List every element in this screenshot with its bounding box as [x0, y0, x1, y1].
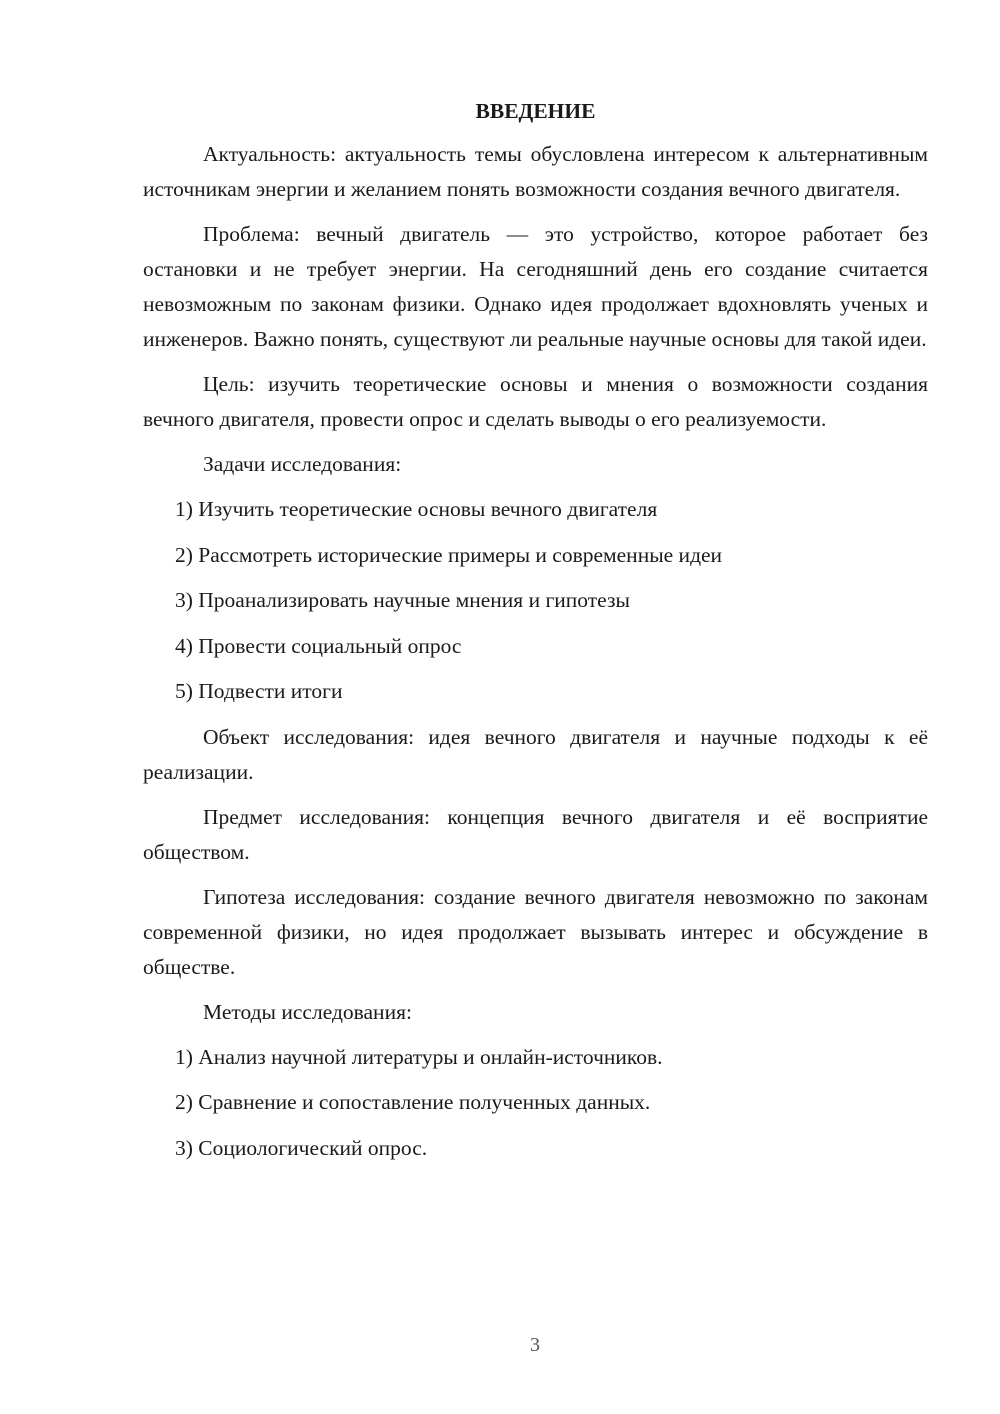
tasks-title: Задачи исследования:	[203, 452, 402, 476]
hypothesis-paragraph: Гипотеза исследования: создание вечного двигателя невозможно по законам современной физики, но идея продолжает вызывать интерес и обсуждение в обществе.	[143, 884, 928, 979]
relevance-paragraph: Актуальность: актуальность темы обусловлена интересом к альтернативным источникам энергии и желанием понять возможности создания вечного двигателя.	[143, 142, 928, 201]
subject-paragraph: Предмет исследования: концепция вечного двигателя и её восприятие обществом.	[143, 804, 928, 864]
methods-title: Методы исследования:	[203, 999, 412, 1024]
list-item: 3) Проанализировать научные мнения и гипотезы	[175, 588, 630, 612]
goal-paragraph: Цель: изучить теоретические основы и мнения о возможности создания вечного двигателя, провести опрос и сделать выводы о его реализуемости.	[143, 372, 928, 431]
page-number: 3	[530, 1334, 540, 1356]
document-page	[143, 96, 928, 1176]
list-item: 5) Подвести итоги	[175, 679, 343, 703]
object-paragraph: Объект исследования: идея вечного двигателя и научные подходы к её реализации.	[143, 724, 928, 784]
list-item: 2) Рассмотреть исторические примеры и современные идеи	[175, 542, 723, 567]
problem-paragraph: Проблема: вечный двигатель — это устройство, которое работает без остановки и не требует энергии. На сегодняшний день его создание считается невозможным по законам физики. Однако идея продолжает вдохновлять ученых и инженеров. Важно понять, существуют ли реальные научные основы для такой идеи.	[143, 222, 928, 351]
list-item: 1) Анализ научной литературы и онлайн-источников.	[175, 1044, 663, 1069]
list-item: 1) Изучить теоретические основы вечного двигателя	[175, 497, 658, 521]
list-item: 2) Сравнение и сопоставление полученных данных.	[175, 1090, 651, 1114]
list-item: 3) Социологический опрос.	[175, 1135, 428, 1160]
list-item: 4) Провести социальный опрос	[175, 633, 462, 658]
section-heading: ВВЕДЕНИЕ	[475, 99, 596, 123]
